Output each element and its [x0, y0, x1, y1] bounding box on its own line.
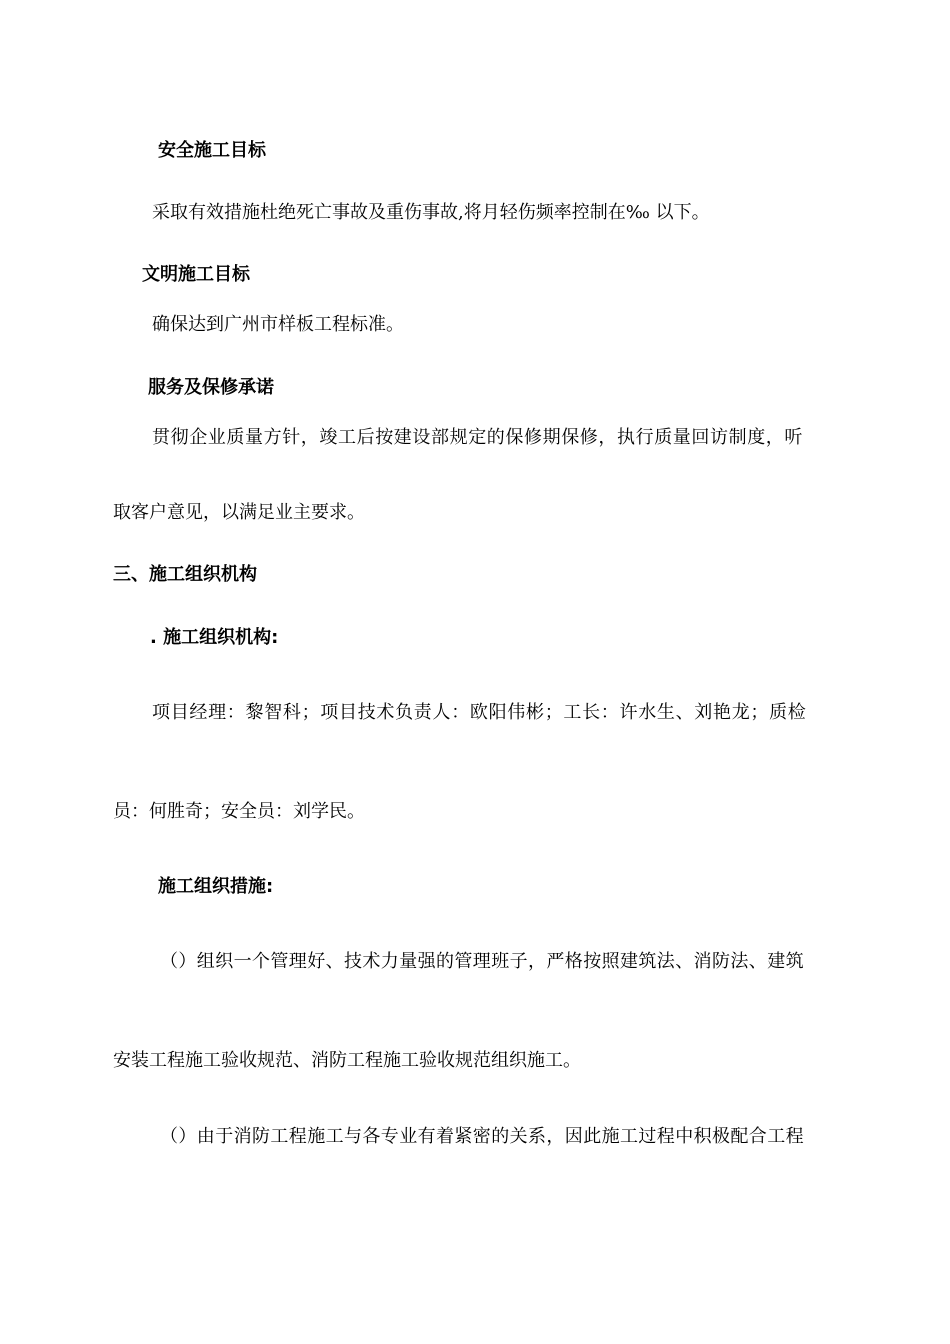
safety-goal-text: 采取有效措施杜绝死亡事故及重伤事故,将月轻伤频率控制在‰ 以下。 — [152, 202, 710, 223]
org-structure-heading: . 施工组织机构: — [150, 627, 279, 648]
service-text-line-1: 贯彻企业质量方针，竣工后按建设部规定的保修期保修，执行质量回访制度，听 — [152, 427, 803, 448]
civil-goal-text: 确保达到广州市样板工程标准。 — [152, 314, 404, 335]
service-text-line-2: 取客户意见，以满足业主要求。 — [113, 502, 365, 523]
section-3-heading: 三、施工组织机构 — [113, 564, 257, 585]
measure-2-line-1: （）由于消防工程施工与各专业有着紧密的关系，因此施工过程中积极配合工程 — [160, 1126, 804, 1147]
measure-1-line-1: （）组织一个管理好、技术力量强的管理班子，严格按照建筑法、消防法、建筑 — [160, 951, 804, 972]
org-structure-text-line-2: 员：何胜奇；安全员：刘学民。 — [113, 801, 365, 822]
measure-1-line-2: 安装工程施工验收规范、消防工程施工验收规范组织施工。 — [113, 1050, 581, 1071]
org-structure-text-line-1: 项目经理：黎智科；项目技术负责人：欧阳伟彬；工长：许水生、刘艳龙；质检 — [152, 702, 807, 723]
civil-goal-heading: 文明施工目标 — [142, 264, 250, 285]
safety-goal-heading: 安全施工目标 — [158, 140, 266, 161]
service-heading: 服务及保修承诺 — [148, 377, 274, 398]
org-measures-heading: 施工组织措施: — [158, 876, 274, 897]
